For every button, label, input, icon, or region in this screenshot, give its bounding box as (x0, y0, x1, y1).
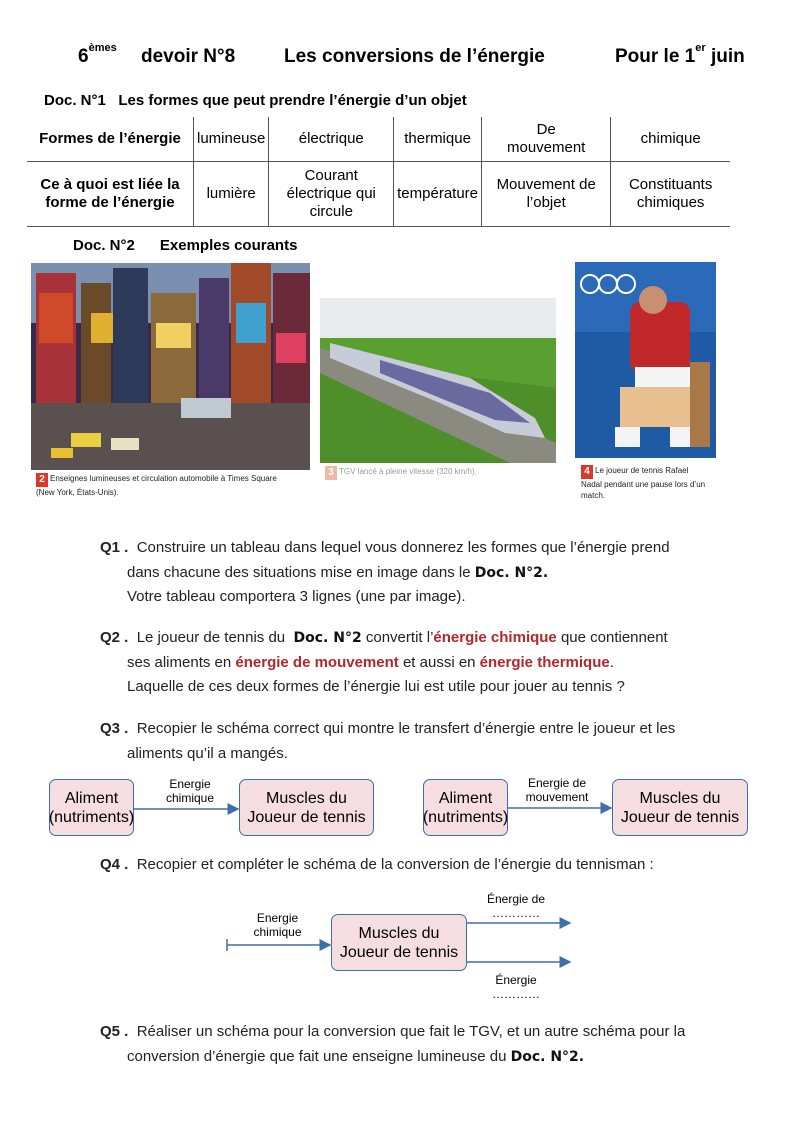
photo-caption: 4 Le joueur de tennis Rafael Nadal pendant une pause lors d’un match. (581, 466, 706, 500)
muscles-box: Muscles du Joueur de tennis (239, 779, 374, 836)
question-4: Q4 . Recopier et compléter le schéma de la conversion de l’énergie du tennisman : (100, 856, 654, 873)
food-box: Aliment (nutriments) (49, 779, 134, 836)
doc2-heading: Doc. N°2 Exemples courants (73, 237, 298, 254)
muscles-box: Muscles du Joueur de tennis (331, 914, 467, 971)
question-3: Q3 . Recopier le schéma correct qui montre le transfert d’énergie entre le joueur et les aliments qu’il a mangés. (100, 720, 676, 762)
arrow-label: Energie de mouvement (525, 776, 589, 804)
doc1-heading: Doc. N°1 Les formes que peut prendre l’énergie d’un objet (44, 92, 467, 109)
input-energy-label: Energie chimique (253, 911, 302, 939)
table-cell: Courant électrique qui circule (269, 162, 394, 227)
food-box: Aliment (nutriments) (423, 779, 508, 836)
table-cell: De mouvement (482, 117, 611, 162)
table-cell: thermique (394, 117, 482, 162)
question-5: Q5 . Réaliser un schéma pour la conversion que fait le TGV, et un autre schéma pour la conversion d’énergie que fait une enseigne lumineuse du Doc. N°2. (100, 1023, 686, 1065)
output-energy-label-2: Énergie ………… (492, 973, 540, 1001)
due-date: Pour le 1er juin (615, 42, 745, 67)
question-2: Q2 . Le joueur de tennis du Doc. N°2 convertit l’énergie chimique que contiennent ses aliments en énergie de mouvement et aussi en énergie thermique. Laquelle de ces deux formes de l’énergie lui est utile pour jouer au tennis ? (100, 629, 668, 695)
table-cell: Constituants chimiques (611, 162, 730, 227)
table-cell: température (394, 162, 482, 227)
table-cell: lumière (194, 162, 269, 227)
table-cell: chimique (611, 117, 730, 162)
arrow-label: Energie chimique (165, 777, 215, 805)
page-title: Les conversions de l’énergie (284, 46, 545, 67)
muscles-box: Muscles du Joueur de tennis (612, 779, 748, 836)
table-cell: lumineuse (194, 117, 269, 162)
table-cell: électrique (269, 117, 394, 162)
photo-caption: 2 Enseignes lumineuses et circulation automobile à Times Square (New York, États-Unis). (36, 474, 277, 497)
homework-number: devoir N°8 (141, 46, 236, 67)
photo-caption: 3 TGV lancé à pleine vitesse (320 km/h). (325, 466, 555, 480)
row-header-forms: Formes de l’énergie (27, 117, 194, 162)
grade-label: 6èmes (78, 42, 117, 67)
question-1: Q1 . Construire un tableau dans lequel vous donnerez les formes que l’énergie prend dans chacune des situations mise en image dans le Doc. N°2. Votre tableau comportera 3 lignes (une par image). (100, 539, 670, 605)
table-cell: Mouvement de l’objet (482, 162, 611, 227)
row-header-linked: Ce à quoi est liée la forme de l’énergie (27, 162, 194, 227)
output-energy-label-1: Énergie de ………… (486, 892, 546, 920)
